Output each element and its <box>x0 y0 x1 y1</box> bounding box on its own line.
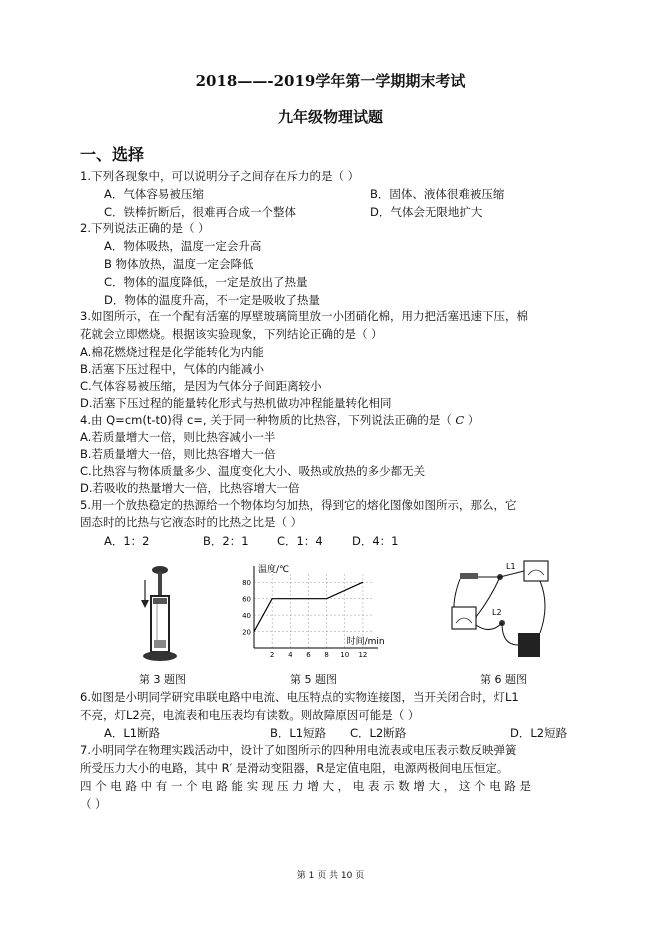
exam-title: 2018——-2019学年第一学期期末考试 <box>195 72 466 90</box>
q4-option-c: C.比热容与物体质量多少、温度变化大小、吸热或放热的多少都无关 <box>80 464 426 478</box>
q5-stem-line1: 5.用一个放热稳定的热源给一个物体均匀加热，得到它的熔化图像如图所示，那么，它 <box>80 498 517 512</box>
q3-option-c: C.气体容易被压缩，是因为气体分子间距离较小 <box>80 379 322 393</box>
chart-y-tick-label: 80 <box>242 579 251 588</box>
q4-stem-close: ） <box>467 413 480 427</box>
q2-option-b: B 物体放热，温度一定会降低 <box>104 257 254 271</box>
q2-stem: 2.下列说法正确的是（ ） <box>80 221 210 235</box>
q5-stem-line2: 固态时的比热与它液态时的比热之比是（ ） <box>80 515 303 529</box>
fig5-melting-chart <box>228 560 408 672</box>
fig5-caption: 第 5 题图 <box>290 673 337 686</box>
chart-x-tick-label: 4 <box>288 651 293 659</box>
q6-stem-line2: 不亮，灯L2亮，电流表和电压表均有读数。则故障原因可能是（ ） <box>80 708 420 722</box>
switch-icon <box>460 573 478 579</box>
q7-stem-line1: 7.小明同学在物理实践活动中，设计了如图所示的四种用电流表或电压表示数反映弹簧 <box>80 743 517 757</box>
fig3-piston-cylinder-drawing <box>135 560 185 668</box>
l2-label: L2 <box>492 608 502 617</box>
q3-option-d: D.活塞下压过程的能量转化形式与热机做功冲程能量转化相同 <box>80 396 392 410</box>
chart-y-tick-label: 60 <box>242 595 251 604</box>
page-footer: 第 1 页 共 10 页 <box>296 871 365 881</box>
q3-stem-line2: 花就会立即燃烧。根据该实验现象，下列结论正确的是（ ） <box>80 327 383 341</box>
battery-icon <box>518 633 540 657</box>
q6-option-d: D．L2短路 <box>510 726 568 740</box>
q6-option-b: B．L1短路 <box>270 726 327 740</box>
chart-x-tick-label: 8 <box>324 651 329 659</box>
exam-subtitle: 九年级物理试题 <box>277 108 383 126</box>
chart-y-label: 温度/℃ <box>258 565 290 575</box>
q4-option-b: B.若质量增大一倍，则比热容增大一倍 <box>80 447 276 461</box>
q5-option-b: B．2：1 <box>203 534 249 548</box>
q5-option-c: C．1：4 <box>277 534 323 548</box>
chart-y-tick-label: 40 <box>242 612 251 621</box>
q3-option-b: B.活塞下压过程中，气体的内能减小 <box>80 362 265 376</box>
chart-x-tick-label: 10 <box>340 651 350 659</box>
ammeter-icon <box>524 561 548 581</box>
q5-option-a: A．1：2 <box>104 534 150 548</box>
fig3-caption: 第 3 题图 <box>139 673 186 686</box>
q2-option-a: A．物体吸热，温度一定会升高 <box>104 239 262 253</box>
q6-option-c: C．L2断路 <box>350 726 407 740</box>
q2-option-c: C．物体的温度降低，一定是放出了热量 <box>104 275 308 289</box>
chart-x-tick-label: 6 <box>306 651 311 659</box>
q1-option-a: A．气体容易被压缩 <box>104 187 204 201</box>
q4-stem <box>80 412 479 429</box>
q7-stem-line2: 所受压力大小的电路，其中 R′ 是滑动变阻器，R是定值电阻，电源两极间电压恒定。 <box>80 761 509 775</box>
q4-option-a: A.若质量增大一倍，则比热容减小一半 <box>80 430 276 444</box>
chart-y-tick-label: 20 <box>242 628 251 637</box>
chart-x-tick-label: 2 <box>269 651 275 659</box>
q5-option-d: D．4：1 <box>352 534 399 548</box>
q1-option-b: B．固体、液体很难被压缩 <box>370 187 505 201</box>
chart-x-tick-label: 12 <box>358 651 368 659</box>
q2-option-d: D．物体的温度升高，不一定是吸收了热量 <box>104 293 320 307</box>
q7-stem-line4: （ ） <box>80 797 107 811</box>
q4-stem-text: 4.由 Q=cm(t-t0)得 c=, 关于同一种物质的比热容，下列说法正确的是（ <box>80 413 452 427</box>
q6-stem-line1: 6.如图是小明同学研究串联电路中电流、电压特点的实物连接图，当开关闭合时，灯L1 <box>80 690 519 704</box>
q3-stem-line1: 3.如图所示，在一个配有活塞的厚壁玻璃筒里放一小团硝化棉，用力把活塞迅速下压，棉 <box>80 309 528 323</box>
q4-option-d: D.若吸收的热量增大一倍，比热容增大一倍 <box>80 481 300 495</box>
q3-option-a: A.棉花燃烧过程是化学能转化为内能 <box>80 345 264 359</box>
l1-label: L1 <box>506 562 516 571</box>
q7-stem-line3: 四 个 电 路 中 有 一 个 电 路 能 实 现 压 力 增 大 ， 电 表 示 数 增 大 ， 这 个 电 路 是 <box>80 779 532 793</box>
q1-stem: 1.下列各现象中，可以说明分子之间存在斥力的是（ ） <box>80 169 360 183</box>
chart-x-label: 时间/min <box>346 637 385 647</box>
q6-option-a: A．L1断路 <box>104 726 161 740</box>
section-heading: 一、选择 <box>80 145 145 164</box>
fig6-caption: 第 6 题图 <box>480 673 527 686</box>
q4-handwritten-answer: C <box>455 413 465 427</box>
q1-option-c: C．铁棒折断后，很难再合成一个整体 <box>104 205 297 219</box>
q1-option-d: D．气体会无限地扩大 <box>370 205 483 219</box>
fig6-circuit-drawing <box>440 555 570 667</box>
